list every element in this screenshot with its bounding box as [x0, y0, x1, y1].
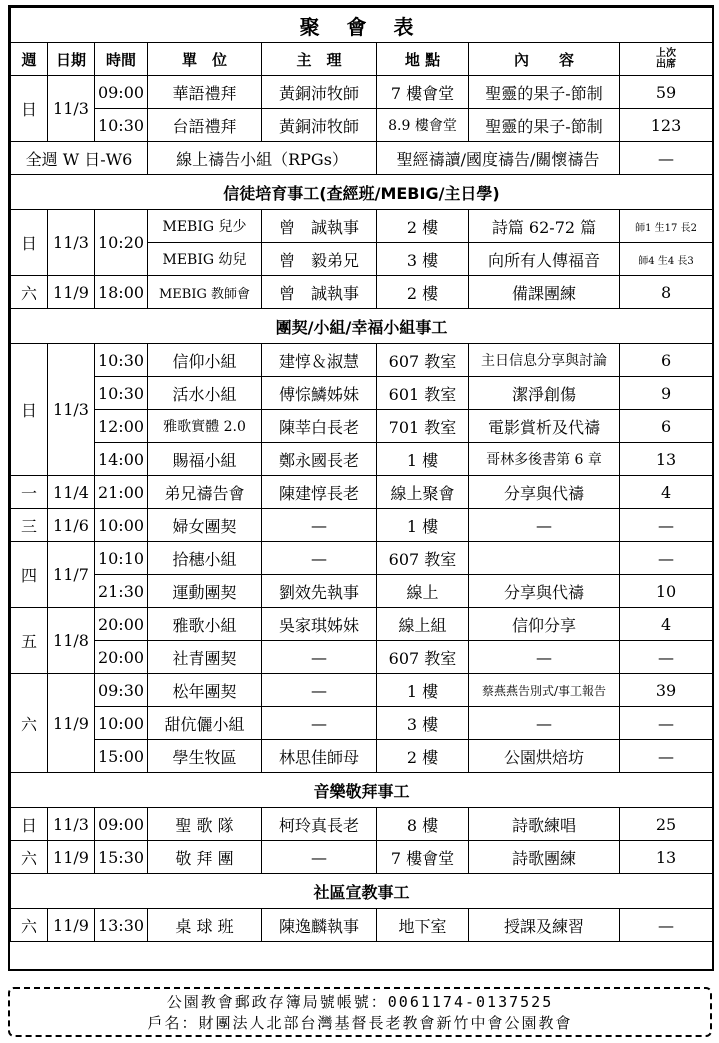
place-cell: 3 樓: [377, 243, 469, 276]
count-cell: 4: [620, 608, 713, 641]
count-cell: —: [620, 542, 713, 575]
time-cell: 20:00: [95, 641, 148, 674]
bank-account-footer: [8, 987, 712, 1037]
meeting-schedule-table: [10, 7, 713, 942]
place-cell: 3 樓: [377, 707, 469, 740]
content-cell: 備課團練: [469, 276, 620, 309]
place-cell: 2 樓: [377, 276, 469, 309]
table-row: [11, 276, 713, 309]
unit-cell: 甜伉儷小組: [148, 707, 262, 740]
time-cell: 12:00: [95, 410, 148, 443]
col-day: 週: [11, 43, 48, 76]
time-cell: 13:30: [95, 909, 148, 942]
leader-cell: 柯玲真長老: [262, 808, 377, 841]
leader-cell: 鄭永國長老: [262, 443, 377, 476]
count-cell: 師1 生17 長2: [620, 210, 713, 243]
time-cell: 15:30: [95, 841, 148, 874]
table-row: [11, 410, 713, 443]
date-cell: 11/3: [48, 344, 95, 476]
section-title-fellowship: 團契/小組/幸福小組事工: [11, 309, 713, 344]
date-cell: 11/3: [48, 210, 95, 276]
count-cell: —: [620, 909, 713, 942]
unit-cell: 拾穗小組: [148, 542, 262, 575]
place-cell: 線上聚會: [377, 476, 469, 509]
content-cell: 主日信息分享與討論: [469, 344, 620, 377]
col-last-2: 出席: [656, 59, 677, 70]
day-cell: 六: [11, 909, 48, 942]
unit-cell: 松年團契: [148, 674, 262, 707]
table-row: [11, 509, 713, 542]
day-cell: 六: [11, 276, 48, 309]
content-cell: 分享與代禱: [469, 476, 620, 509]
content-cell: 授課及練習: [469, 909, 620, 942]
content-cell: 詩篇 62-72 篇: [469, 210, 620, 243]
table-row: [11, 344, 713, 377]
unit-cell: 桌 球 班: [148, 909, 262, 942]
unit-cell: MEBIG 教師會: [148, 276, 262, 309]
content-cell: 哥林多後書第 6 章: [469, 443, 620, 476]
table-row: [11, 808, 713, 841]
section-title-education: 信徒培育事工(查經班/MEBIG/主日學): [11, 175, 713, 210]
unit-cell: 學生牧區: [148, 740, 262, 773]
unit-cell: 雅歌小組: [148, 608, 262, 641]
date-cell: 11/9: [48, 909, 95, 942]
day-cell: 日: [11, 344, 48, 476]
date-cell: 11/8: [48, 608, 95, 674]
unit-cell: MEBIG 幼兒: [148, 243, 262, 276]
unit-cell: 婦女團契: [148, 509, 262, 542]
content-cell: 詩歌團練: [469, 841, 620, 874]
count-cell: —: [620, 509, 713, 542]
content-cell: 聖靈的果子-節制: [469, 76, 620, 109]
content-cell: 信仰分享: [469, 608, 620, 641]
when-cell: 全週 W 日-W6: [11, 142, 148, 175]
count-cell: —: [620, 707, 713, 740]
place-cell: 7 樓會堂: [377, 76, 469, 109]
count-cell: 9: [620, 377, 713, 410]
count-cell: 4: [620, 476, 713, 509]
leader-cell: 傅悰鱗姊妹: [262, 377, 377, 410]
unit-cell: 聖 歌 隊: [148, 808, 262, 841]
day-cell: 日: [11, 76, 48, 142]
account-name-line: 戶名：財團法人北部台灣基督長老教會新竹中會公園教會: [147, 1014, 573, 1032]
leader-cell: —: [262, 707, 377, 740]
day-cell: 日: [11, 210, 48, 276]
leader-cell: 曾 誠執事: [262, 276, 377, 309]
time-cell: 10:20: [95, 210, 148, 276]
table-row: [11, 377, 713, 410]
table-row: [11, 109, 713, 142]
time-cell: 20:00: [95, 608, 148, 641]
col-content: 內 容: [469, 43, 620, 76]
table-row: [11, 909, 713, 942]
content-cell: 電影賞析及代禱: [469, 410, 620, 443]
day-cell: 一: [11, 476, 48, 509]
time-cell: 09:00: [95, 76, 148, 109]
day-cell: 六: [11, 841, 48, 874]
content-cell: 分享與代禱: [469, 575, 620, 608]
count-cell: 39: [620, 674, 713, 707]
unit-cell: 台語禮拜: [148, 109, 262, 142]
content-cell: 聖經禱讀/國度禱告/關懷禱告: [377, 142, 620, 175]
time-cell: 21:30: [95, 575, 148, 608]
place-cell: 607 教室: [377, 344, 469, 377]
place-cell: 601 教室: [377, 377, 469, 410]
leader-cell: —: [262, 674, 377, 707]
unit-cell: 敬 拜 團: [148, 841, 262, 874]
count-cell: —: [620, 740, 713, 773]
count-cell: 10: [620, 575, 713, 608]
day-cell: 六: [11, 674, 48, 773]
table-row: [11, 476, 713, 509]
content-cell: 潔淨創傷: [469, 377, 620, 410]
leader-cell: —: [262, 841, 377, 874]
account-number-line: 公園教會郵政存簿局號帳號：0061174-0137525: [166, 993, 554, 1011]
count-cell: 59: [620, 76, 713, 109]
place-cell: 地下室: [377, 909, 469, 942]
date-cell: 11/3: [48, 76, 95, 142]
content-cell: [469, 542, 620, 575]
meeting-schedule-frame: [8, 5, 714, 971]
table-row: [11, 443, 713, 476]
content-cell: 公園烘焙坊: [469, 740, 620, 773]
count-cell: 13: [620, 443, 713, 476]
time-cell: 09:30: [95, 674, 148, 707]
date-cell: 11/7: [48, 542, 95, 608]
leader-cell: 劉效先執事: [262, 575, 377, 608]
count-cell: 25: [620, 808, 713, 841]
time-cell: 14:00: [95, 443, 148, 476]
col-leader: 主 理: [262, 43, 377, 76]
day-cell: 四: [11, 542, 48, 608]
content-cell: —: [469, 641, 620, 674]
day-cell: 日: [11, 808, 48, 841]
col-time: 時間: [95, 43, 148, 76]
section-title-music: 音樂敬拜事工: [11, 773, 713, 808]
place-cell: 2 樓: [377, 740, 469, 773]
leader-cell: 陳莘白長老: [262, 410, 377, 443]
content-cell: —: [469, 509, 620, 542]
unit-cell: 社青團契: [148, 641, 262, 674]
place-cell: 607 教室: [377, 641, 469, 674]
time-cell: 10:00: [95, 707, 148, 740]
count-cell: 8: [620, 276, 713, 309]
leader-cell: —: [262, 509, 377, 542]
unit-cell: 信仰小組: [148, 344, 262, 377]
col-date: 日期: [48, 43, 95, 76]
table-row: [11, 707, 713, 740]
place-cell: 701 教室: [377, 410, 469, 443]
leader-cell: 吳家琪姊妹: [262, 608, 377, 641]
leader-cell: 林思佳師母: [262, 740, 377, 773]
unit-cell: 雅歌實體 2.0: [148, 410, 262, 443]
table-row: [11, 142, 713, 175]
leader-cell: 建惇＆淑慧: [262, 344, 377, 377]
day-cell: 五: [11, 608, 48, 674]
day-cell: 三: [11, 509, 48, 542]
table-row: [11, 575, 713, 608]
time-cell: 10:10: [95, 542, 148, 575]
place-cell: 1 樓: [377, 509, 469, 542]
content-cell: 詩歌練唱: [469, 808, 620, 841]
col-last-attendance: [620, 43, 713, 76]
leader-cell: 黃銅沛牧師: [262, 76, 377, 109]
leader-cell: 陳建惇長老: [262, 476, 377, 509]
table-row: [11, 841, 713, 874]
place-cell: 7 樓會堂: [377, 841, 469, 874]
leader-cell: 黃銅沛牧師: [262, 109, 377, 142]
unit-cell: 線上禱告小組（RPGs）: [148, 142, 377, 175]
content-cell: 聖靈的果子-節制: [469, 109, 620, 142]
section-title-community: 社區宣教事工: [11, 874, 713, 909]
date-cell: 11/9: [48, 841, 95, 874]
unit-cell: 運動團契: [148, 575, 262, 608]
table-row: [11, 542, 713, 575]
content-cell: 向所有人傳福音: [469, 243, 620, 276]
place-cell: 線上: [377, 575, 469, 608]
date-cell: 11/3: [48, 808, 95, 841]
table-row: [11, 674, 713, 707]
date-cell: 11/9: [48, 276, 95, 309]
unit-cell: 賜福小組: [148, 443, 262, 476]
col-unit: 單 位: [148, 43, 262, 76]
leader-cell: 曾 誠執事: [262, 210, 377, 243]
schedule-title: 聚 會 表: [11, 8, 713, 43]
table-row: [11, 608, 713, 641]
time-cell: 10:00: [95, 509, 148, 542]
time-cell: 10:30: [95, 109, 148, 142]
content-cell: —: [469, 707, 620, 740]
leader-cell: 陳逸麟執事: [262, 909, 377, 942]
date-cell: 11/6: [48, 509, 95, 542]
date-cell: 11/4: [48, 476, 95, 509]
place-cell: 線上組: [377, 608, 469, 641]
unit-cell: 華語禮拜: [148, 76, 262, 109]
count-cell: 師4 生4 長3: [620, 243, 713, 276]
count-cell: 123: [620, 109, 713, 142]
table-row: [11, 740, 713, 773]
place-cell: 2 樓: [377, 210, 469, 243]
col-place: 地 點: [377, 43, 469, 76]
count-cell: 13: [620, 841, 713, 874]
col-last-1: 上次: [656, 48, 677, 59]
place-cell: 1 樓: [377, 674, 469, 707]
table-row: [11, 210, 713, 243]
count-cell: 6: [620, 410, 713, 443]
place-cell: 607 教室: [377, 542, 469, 575]
time-cell: 10:30: [95, 377, 148, 410]
time-cell: 15:00: [95, 740, 148, 773]
leader-cell: 曾 毅弟兄: [262, 243, 377, 276]
count-cell: —: [620, 142, 713, 175]
unit-cell: MEBIG 兒少: [148, 210, 262, 243]
unit-cell: 弟兄禱告會: [148, 476, 262, 509]
time-cell: 09:00: [95, 808, 148, 841]
leader-cell: —: [262, 641, 377, 674]
content-cell: 蔡燕燕告別式/事工報告: [469, 674, 620, 707]
time-cell: 21:00: [95, 476, 148, 509]
time-cell: 18:00: [95, 276, 148, 309]
place-cell: 1 樓: [377, 443, 469, 476]
date-cell: 11/9: [48, 674, 95, 773]
table-row: [11, 641, 713, 674]
count-cell: —: [620, 641, 713, 674]
count-cell: 6: [620, 344, 713, 377]
table-row: [11, 76, 713, 109]
leader-cell: —: [262, 542, 377, 575]
header-row: [11, 43, 713, 76]
unit-cell: 活水小組: [148, 377, 262, 410]
place-cell: 8 樓: [377, 808, 469, 841]
time-cell: 10:30: [95, 344, 148, 377]
place-cell: 8.9 樓會堂: [377, 109, 469, 142]
